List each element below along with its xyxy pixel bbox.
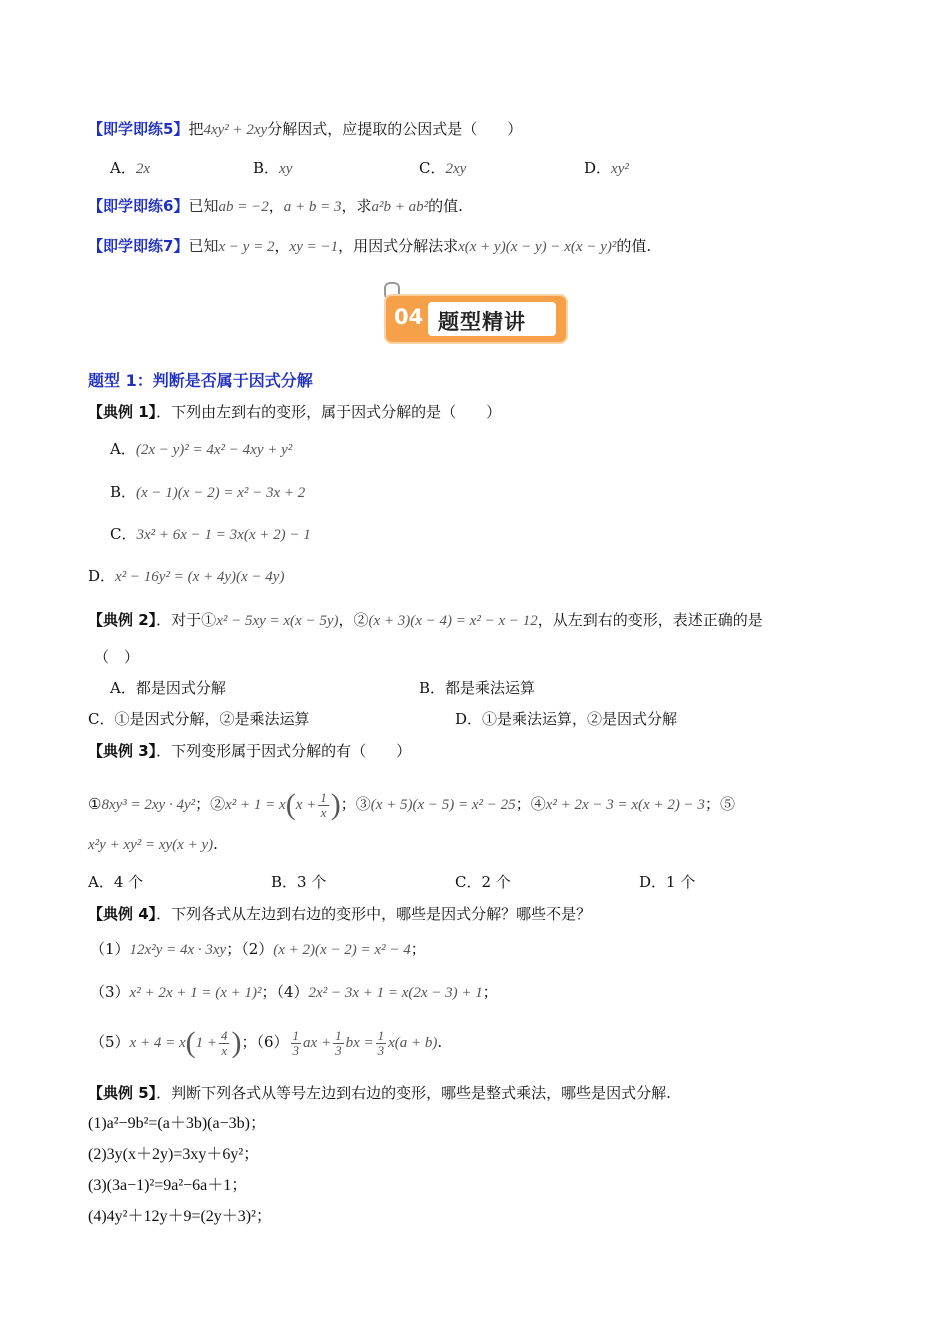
ex3-option-a: A．4 个 xyxy=(88,873,144,891)
fraction: $\frac{1}{3}$ xyxy=(292,1027,300,1058)
ex1-option-b: B．(x − 1)(x − 2) = x² − 3x + 2 xyxy=(110,483,306,501)
ex1-option-d: D．x² − 16y² = (x + 4y)(x − 4y) xyxy=(88,567,285,585)
example-3: 【典例 3】．下列变形属于因式分解的有（ ） xyxy=(88,742,412,760)
example-2: 【典例 2】．对于①x² − 5xy = x(x − 5y)，②(x + 3)(x − 4) = x² − x − 12，从左到右的变形，表述正确的是 xyxy=(88,611,763,629)
ex2-paren: （ ） xyxy=(94,648,140,666)
example-5: 【典例 5】．判断下列各式从等号左边到右边的变形，哪些是整式乘法，哪些是因式分解. xyxy=(88,1084,671,1102)
ex3-option-b: B．3 个 xyxy=(271,873,327,891)
ex1-option-c: C．3x² + 6x − 1 = 3x(x + 2) − 1 xyxy=(110,525,311,543)
fraction: $\frac{1}{3}$ xyxy=(377,1027,385,1058)
practice-5: 【即学即练5】把4xy² + 2xy分解因式，应提取的公因式是（ ） xyxy=(88,120,523,138)
fraction: $\frac{1}{3}$ xyxy=(335,1027,342,1058)
practice-7: 【即学即练7】已知x − y = 2，xy = −1，用因式分解法求x(x + y)(x − y) − x(x − y)²的值. xyxy=(88,237,652,255)
ex4-line-1: （1）12x²y = 4x · 3xy；（2）(x + 2)(x − 2) = x² − 4； xyxy=(90,940,426,958)
ex3-item-5: x²y + xy² = xy(x + y). xyxy=(88,835,218,853)
ex2-option-d: D．①是乘法运算，②是因式分解 xyxy=(455,710,678,728)
ex5-line-2: (2)3y(x＋2y)=3xy＋6y²； xyxy=(88,1146,260,1163)
fraction: $\frac{4}{x}$ xyxy=(220,1027,228,1058)
p5-option-c: C．2xy xyxy=(419,159,467,177)
p5-option-a: A．2x xyxy=(110,159,151,177)
ex5-line-4: (4)4y²＋12y＋9=(2y＋3)²； xyxy=(88,1208,272,1225)
ex3-items: ①8xy³ = 2xy · 4y²；②x² + 1 = x(x + $\frac{1}{x}$ )；③(x + 5)(x − 5) = x² − 25；④x² + 2x − 3 = x(x + 2) − 3；⑤ xyxy=(88,788,735,821)
ex2-option-c: C．①是因式分解，②是乘法运算 xyxy=(88,710,310,728)
section-badge xyxy=(386,296,566,342)
badge-title: 题型精讲 xyxy=(438,310,526,334)
p5-option-d: D．xy² xyxy=(584,159,629,177)
ex5-line-3: (3)(3a−1)²=9a²−6a＋1； xyxy=(88,1177,248,1194)
ex4-line-2: （3）x² + 2x + 1 = (x + 1)²；（4）2x² − 3x + 1 = x(2x − 3) + 1； xyxy=(90,983,498,1001)
section-title: 题型 1：判断是否属于因式分解 xyxy=(88,371,313,390)
ex2-option-b: B．都是乘法运算 xyxy=(419,679,536,697)
example-4: 【典例 4】．下列各式从左边到右边的变形中，哪些是因式分解？哪些不是？ xyxy=(88,905,592,923)
ex5-line-1: (1)a²−9b²=(a＋3b)(a−3b)； xyxy=(88,1115,266,1132)
practice-5-tag: 【即学即练5】 xyxy=(88,120,189,138)
ex3-option-c: C．2 个 xyxy=(455,873,511,891)
ex2-option-a: A．都是因式分解 xyxy=(110,679,226,697)
ex1-option-a: A．(2x − y)² = 4x² − 4xy + y² xyxy=(110,440,293,458)
badge-number: 04 xyxy=(394,305,424,329)
example-1: 【典例 1】．下列由左到右的变形，属于因式分解的是（ ） xyxy=(88,403,502,421)
math: 4xy² + 2xy xyxy=(203,122,268,138)
p5-option-b: B．xy xyxy=(253,159,293,177)
ex3-option-d: D．1 个 xyxy=(639,873,696,891)
fraction: $\frac{1}{x}$ xyxy=(320,789,327,820)
ex4-line-3: （5）x + 4 = x(1 + $\frac{4}{x}$ )；（6） $\frac{1}{3}$ ax + $\frac{1}{3}$ bx = $\frac{1}{3}$ x(a + b). xyxy=(90,1026,443,1059)
practice-6: 【即学即练6】已知ab = −2，a + b = 3，求a²b + ab²的值. xyxy=(88,197,463,215)
